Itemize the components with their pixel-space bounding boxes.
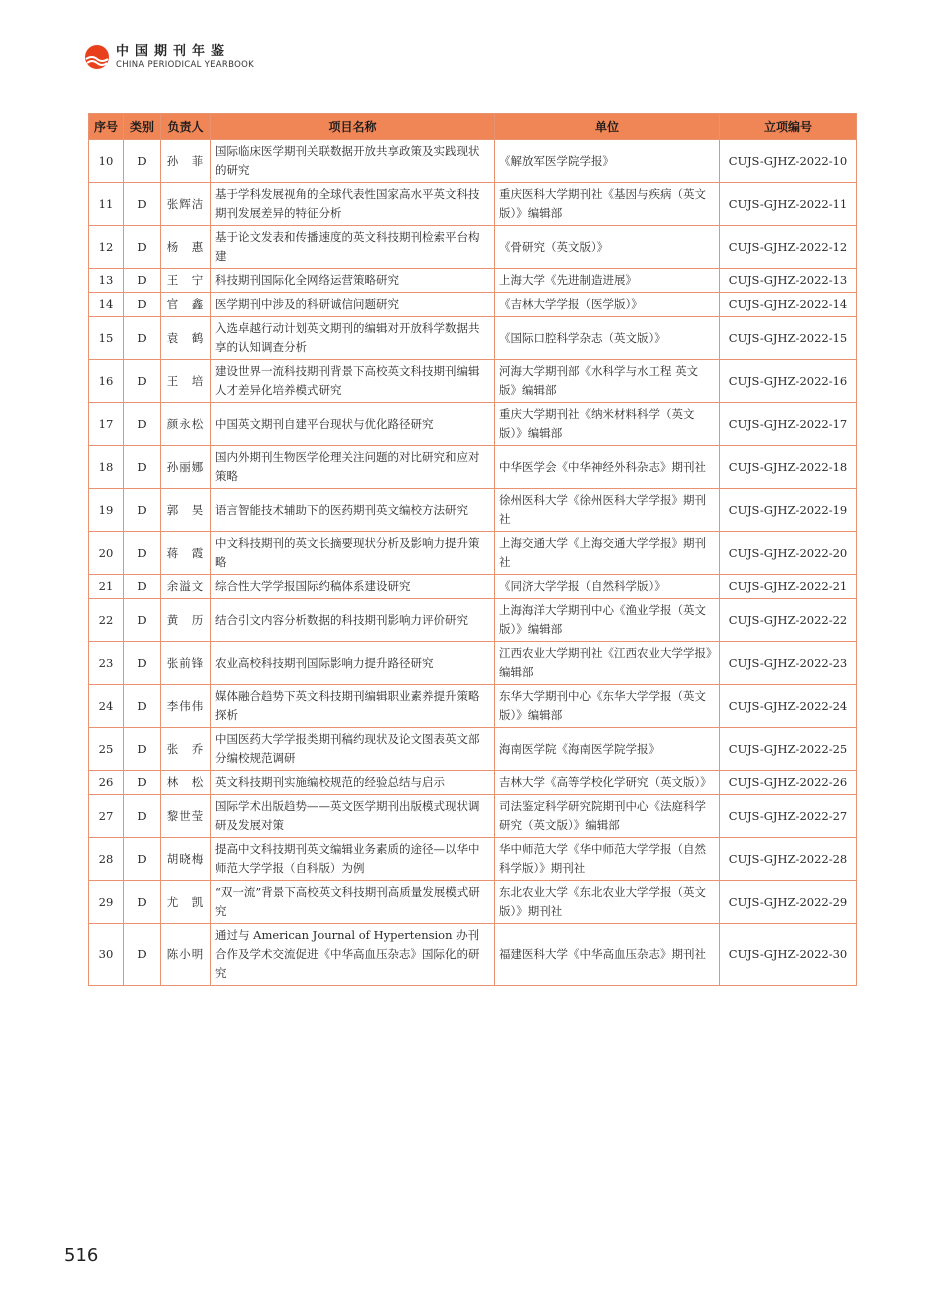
row-org: 海南医学院《海南医学院学报》 <box>495 728 720 771</box>
row-number: 29 <box>89 881 124 924</box>
row-title: “双一流”背景下高校英文科技期刊高质量发展模式研究 <box>211 881 495 924</box>
yearbook-header <box>84 44 254 70</box>
row-code: CUJS-GJHZ-2022-11 <box>720 183 857 226</box>
col-header-lead: 负责人 <box>161 114 211 140</box>
page-number: 516 <box>64 1245 99 1266</box>
row-lead: 尤 凯 <box>161 881 211 924</box>
row-number: 28 <box>89 838 124 881</box>
row-title: 基于论文发表和传播速度的英文科技期刊检索平台构建 <box>211 226 495 269</box>
row-code: CUJS-GJHZ-2022-28 <box>720 838 857 881</box>
row-lead: 王 培 <box>161 360 211 403</box>
row-category: D <box>124 924 161 986</box>
row-category: D <box>124 360 161 403</box>
row-title: 入选卓越行动计划英文期刊的编辑对开放科学数据共享的认知调查分析 <box>211 317 495 360</box>
row-org: 重庆大学期刊社《纳米材料科学（英文版）》编辑部 <box>495 403 720 446</box>
col-header-org: 单位 <box>495 114 720 140</box>
table-header-row <box>89 114 857 140</box>
row-lead: 郭 昊 <box>161 489 211 532</box>
row-org: 徐州医科大学《徐州医科大学学报》期刊社 <box>495 489 720 532</box>
row-category: D <box>124 728 161 771</box>
table-row <box>89 881 857 924</box>
row-org: 《吉林大学学报（医学版）》 <box>495 293 720 317</box>
row-code: CUJS-GJHZ-2022-14 <box>720 293 857 317</box>
row-number: 26 <box>89 771 124 795</box>
table-row <box>89 446 857 489</box>
row-code: CUJS-GJHZ-2022-25 <box>720 728 857 771</box>
row-org: 《国际口腔科学杂志（英文版）》 <box>495 317 720 360</box>
row-lead: 李伟伟 <box>161 685 211 728</box>
row-category: D <box>124 575 161 599</box>
row-code: CUJS-GJHZ-2022-19 <box>720 489 857 532</box>
row-number: 11 <box>89 183 124 226</box>
row-org: 《骨研究（英文版）》 <box>495 226 720 269</box>
row-title: 媒体融合趋势下英文科技期刊编辑职业素养提升策略探析 <box>211 685 495 728</box>
col-header-code: 立项编号 <box>720 114 857 140</box>
row-lead: 黄 历 <box>161 599 211 642</box>
row-number: 20 <box>89 532 124 575</box>
row-number: 25 <box>89 728 124 771</box>
row-lead: 余溢文 <box>161 575 211 599</box>
row-lead: 张前锋 <box>161 642 211 685</box>
row-category: D <box>124 838 161 881</box>
row-title: 中国医药大学学报类期刊稿约现状及论文图表英文部分编校规范调研 <box>211 728 495 771</box>
row-number: 21 <box>89 575 124 599</box>
row-lead: 陈小明 <box>161 924 211 986</box>
table-row <box>89 317 857 360</box>
row-category: D <box>124 881 161 924</box>
row-lead: 王 宁 <box>161 269 211 293</box>
row-title: 基于学科发展视角的全球代表性国家高水平英文科技期刊发展差异的特征分析 <box>211 183 495 226</box>
row-title: 医学期刊中涉及的科研诚信问题研究 <box>211 293 495 317</box>
row-number: 22 <box>89 599 124 642</box>
row-number: 13 <box>89 269 124 293</box>
row-lead: 张 乔 <box>161 728 211 771</box>
table-row <box>89 838 857 881</box>
row-category: D <box>124 599 161 642</box>
row-category: D <box>124 685 161 728</box>
row-category: D <box>124 183 161 226</box>
row-category: D <box>124 489 161 532</box>
table-row <box>89 360 857 403</box>
row-org: 江西农业大学期刊社《江西农业大学学报》编辑部 <box>495 642 720 685</box>
row-category: D <box>124 293 161 317</box>
row-code: CUJS-GJHZ-2022-18 <box>720 446 857 489</box>
row-title: 国际临床医学期刊关联数据开放共享政策及实践现状的研究 <box>211 140 495 183</box>
row-code: CUJS-GJHZ-2022-15 <box>720 317 857 360</box>
row-org: 上海海洋大学期刊中心《渔业学报（英文版）》编辑部 <box>495 599 720 642</box>
table-row <box>89 293 857 317</box>
row-title: 语言智能技术辅助下的医药期刊英文编校方法研究 <box>211 489 495 532</box>
row-number: 19 <box>89 489 124 532</box>
row-org: 《解放军医学院学报》 <box>495 140 720 183</box>
table-row <box>89 140 857 183</box>
row-code: CUJS-GJHZ-2022-24 <box>720 685 857 728</box>
row-org: 中华医学会《中华神经外科杂志》期刊社 <box>495 446 720 489</box>
row-title: 中国英文期刊自建平台现状与优化路径研究 <box>211 403 495 446</box>
row-lead: 胡晓梅 <box>161 838 211 881</box>
row-title: 中文科技期刊的英文长摘要现状分析及影响力提升策略 <box>211 532 495 575</box>
row-code: CUJS-GJHZ-2022-30 <box>720 924 857 986</box>
row-code: CUJS-GJHZ-2022-12 <box>720 226 857 269</box>
row-title: 结合引文内容分析数据的科技期刊影响力评价研究 <box>211 599 495 642</box>
row-number: 16 <box>89 360 124 403</box>
row-number: 18 <box>89 446 124 489</box>
row-lead: 蒋 霞 <box>161 532 211 575</box>
row-code: CUJS-GJHZ-2022-20 <box>720 532 857 575</box>
row-title: 科技期刊国际化全网络运营策略研究 <box>211 269 495 293</box>
row-number: 30 <box>89 924 124 986</box>
row-org: 东华大学期刊中心《东华大学学报（英文版）》编辑部 <box>495 685 720 728</box>
row-org: 吉林大学《高等学校化学研究（英文版）》 <box>495 771 720 795</box>
row-category: D <box>124 771 161 795</box>
row-category: D <box>124 403 161 446</box>
table-row <box>89 183 857 226</box>
row-org: 东北农业大学《东北农业大学学报（英文版）》期刊社 <box>495 881 720 924</box>
table-row <box>89 771 857 795</box>
row-code: CUJS-GJHZ-2022-13 <box>720 269 857 293</box>
table-row <box>89 489 857 532</box>
row-title: 国内外期刊生物医学伦理关注问题的对比研究和应对策略 <box>211 446 495 489</box>
brand-block <box>116 45 254 70</box>
row-title: 综合性大学学报国际约稿体系建设研究 <box>211 575 495 599</box>
table-row <box>89 599 857 642</box>
sun-wave-logo-icon <box>84 44 110 70</box>
row-lead: 杨 惠 <box>161 226 211 269</box>
row-number: 24 <box>89 685 124 728</box>
row-title: 英文科技期刊实施编校规范的经验总结与启示 <box>211 771 495 795</box>
table-row <box>89 532 857 575</box>
row-org: 上海大学《先进制造进展》 <box>495 269 720 293</box>
project-table <box>88 113 857 986</box>
row-code: CUJS-GJHZ-2022-10 <box>720 140 857 183</box>
row-category: D <box>124 140 161 183</box>
table-row <box>89 685 857 728</box>
row-code: CUJS-GJHZ-2022-26 <box>720 771 857 795</box>
row-org: 福建医科大学《中华高血压杂志》期刊社 <box>495 924 720 986</box>
table-row <box>89 269 857 293</box>
row-org: 司法鉴定科学研究院期刊中心《法庭科学研究（英文版）》编辑部 <box>495 795 720 838</box>
row-org: 华中师范大学《华中师范大学学报（自然科学版）》期刊社 <box>495 838 720 881</box>
table-body <box>89 140 857 986</box>
table-row <box>89 728 857 771</box>
row-number: 23 <box>89 642 124 685</box>
row-number: 14 <box>89 293 124 317</box>
row-org: 上海交通大学《上海交通大学学报》期刊社 <box>495 532 720 575</box>
row-lead: 孙丽娜 <box>161 446 211 489</box>
row-code: CUJS-GJHZ-2022-22 <box>720 599 857 642</box>
col-header-title: 项目名称 <box>211 114 495 140</box>
row-lead: 黎世莹 <box>161 795 211 838</box>
brand-name-en: CHINA PERIODICAL YEARBOOK <box>116 59 254 70</box>
row-category: D <box>124 317 161 360</box>
col-header-category: 类别 <box>124 114 161 140</box>
row-title: 提高中文科技期刊英文编辑业务素质的途径—以华中师范大学学报（自科版）为例 <box>211 838 495 881</box>
row-org: 重庆医科大学期刊社《基因与疾病（英文版）》编辑部 <box>495 183 720 226</box>
row-title: 通过与 American Journal of Hypertension 办刊合作及学术交流促进《中华高血压杂志》国际化的研究 <box>211 924 495 986</box>
row-code: CUJS-GJHZ-2022-23 <box>720 642 857 685</box>
row-lead: 孙 菲 <box>161 140 211 183</box>
row-category: D <box>124 532 161 575</box>
row-org: 《同济大学学报（自然科学版）》 <box>495 575 720 599</box>
col-header-no: 序号 <box>89 114 124 140</box>
row-title: 农业高校科技期刊国际影响力提升路径研究 <box>211 642 495 685</box>
row-number: 12 <box>89 226 124 269</box>
row-lead: 张辉洁 <box>161 183 211 226</box>
table-row <box>89 575 857 599</box>
row-category: D <box>124 269 161 293</box>
row-category: D <box>124 795 161 838</box>
table-row <box>89 924 857 986</box>
table-row <box>89 226 857 269</box>
row-lead: 颜永松 <box>161 403 211 446</box>
row-lead: 袁 鹤 <box>161 317 211 360</box>
row-number: 15 <box>89 317 124 360</box>
row-number: 17 <box>89 403 124 446</box>
row-code: CUJS-GJHZ-2022-17 <box>720 403 857 446</box>
row-title: 国际学术出版趋势——英文医学期刊出版模式现状调研及发展对策 <box>211 795 495 838</box>
row-number: 27 <box>89 795 124 838</box>
row-code: CUJS-GJHZ-2022-29 <box>720 881 857 924</box>
row-code: CUJS-GJHZ-2022-16 <box>720 360 857 403</box>
table-row <box>89 403 857 446</box>
brand-name-cn: 中国期刊年鉴 <box>116 43 231 59</box>
table-row <box>89 795 857 838</box>
row-lead: 林 松 <box>161 771 211 795</box>
row-category: D <box>124 226 161 269</box>
row-code: CUJS-GJHZ-2022-21 <box>720 575 857 599</box>
row-title: 建设世界一流科技期刊背景下高校英文科技期刊编辑人才差异化培养模式研究 <box>211 360 495 403</box>
row-category: D <box>124 642 161 685</box>
row-lead: 官 鑫 <box>161 293 211 317</box>
row-number: 10 <box>89 140 124 183</box>
table-row <box>89 642 857 685</box>
row-code: CUJS-GJHZ-2022-27 <box>720 795 857 838</box>
row-org: 河海大学期刊部《水科学与水工程 英文版》编辑部 <box>495 360 720 403</box>
row-category: D <box>124 446 161 489</box>
